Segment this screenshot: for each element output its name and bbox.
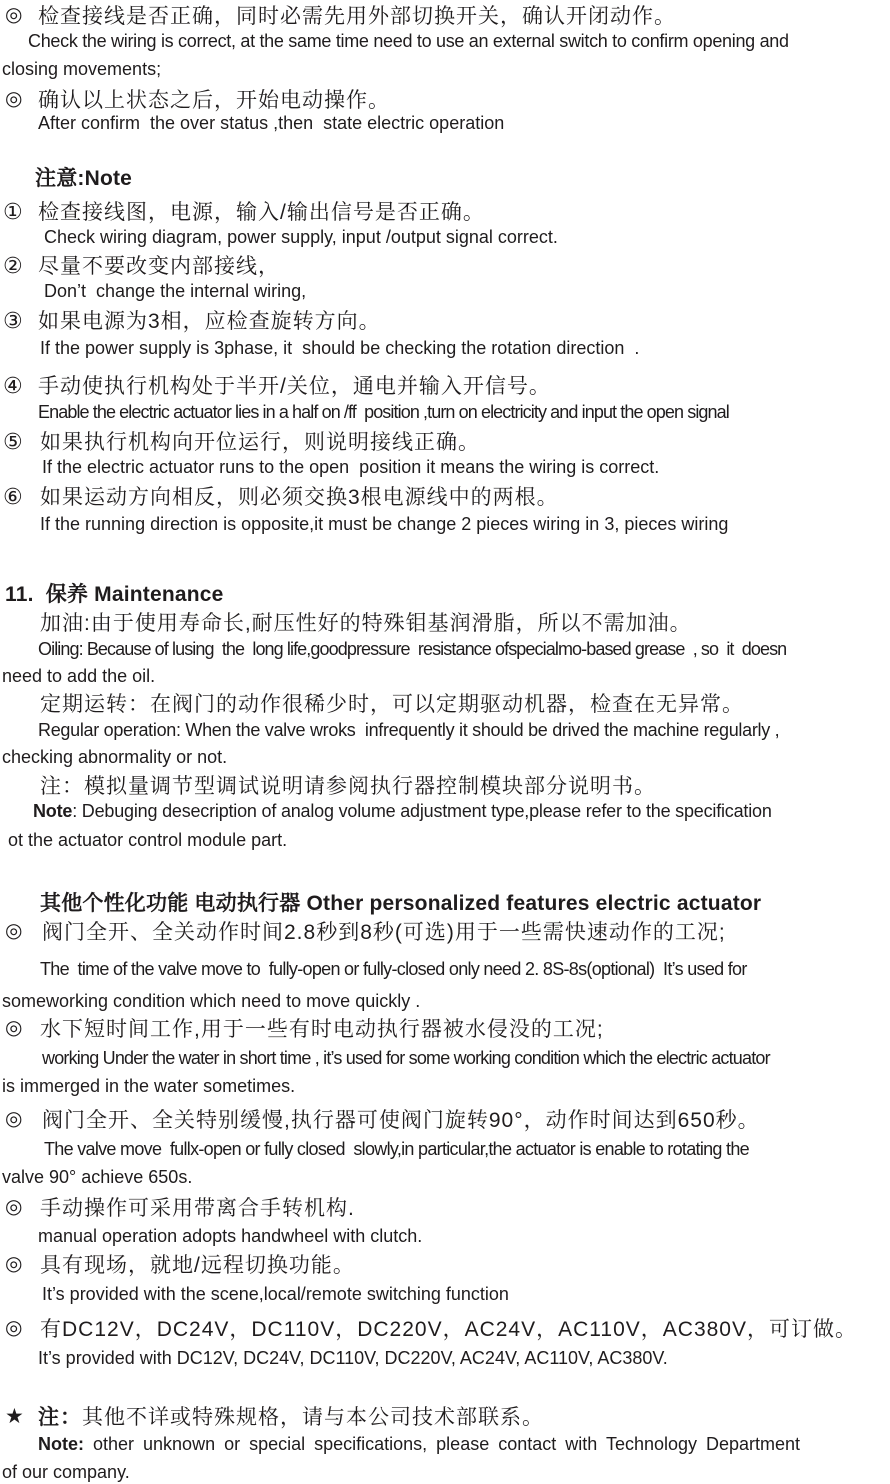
fast-action-en-1: [40, 959, 747, 981]
oiling-en-2: [2, 666, 155, 688]
maintenance-heading: [5, 582, 224, 608]
double-circle-bullet-icon: ◎: [5, 1317, 23, 1339]
voltages-en: [38, 1348, 668, 1370]
text-segment: 注：模拟量调节型调试说明请参阅执行器控制模块部分说明书。: [40, 775, 656, 798]
underwater-zh: [40, 1017, 604, 1043]
text-segment: 检查接线图，电源，输入/输出信号是否正确。: [38, 201, 485, 224]
emphasis-text-segment: 注：: [38, 1406, 82, 1429]
text-segment: Don’t change the internal wiring,: [44, 281, 307, 301]
emphasis-text-segment: 注意:Note: [35, 167, 133, 190]
text-segment: 定期运转：在阀门的动作很稀少时，可以定期驱动机器，检查在无异常。: [40, 693, 744, 716]
double-circle-bullet-icon: ◎: [5, 1108, 23, 1130]
fast-action-en-2: [2, 991, 420, 1013]
circled-number-icon: ⑤: [3, 429, 23, 454]
note-item-6-en: [40, 514, 728, 536]
text-segment: Enable the electric actuator lies in a half on /ff position ,turn on electricity and input the open signal: [38, 402, 729, 422]
text-segment: 如果执行机构向开位运行，则说明接线正确。: [40, 431, 480, 454]
note-item-5-en: [42, 457, 659, 479]
confirm-status-zh: [38, 88, 390, 114]
note-item-4-en: [38, 402, 729, 424]
final-note-en-1: [38, 1434, 800, 1456]
local-remote-en: [42, 1284, 509, 1306]
text-segment: 如果运动方向相反，则必须交换3根电源线中的两根。: [40, 486, 559, 509]
note-item-3-zh: [38, 309, 381, 335]
fast-action-zh: [42, 920, 726, 946]
text-segment: Regular operation: When the valve wroks infrequently it should be drived the machine regularly ,: [38, 720, 780, 740]
circled-number-icon: ①: [3, 199, 23, 224]
text-segment: 尽量不要改变内部接线，: [38, 255, 280, 278]
text-segment: of our company.: [2, 1462, 130, 1482]
double-circle-bullet-icon: ◎: [5, 4, 23, 26]
handwheel-zh: [40, 1196, 355, 1222]
text-segment: Check wiring diagram, power supply, input /output signal correct.: [44, 227, 558, 247]
star-icon: ★: [5, 1405, 24, 1428]
text-segment: It’s provided with DC12V, DC24V, DC110V, DC220V, AC24V, AC110V, AC380V.: [38, 1348, 668, 1368]
text-segment: checking abnormality or not.: [2, 747, 228, 767]
check-wiring-zh: [38, 4, 676, 30]
text-segment: Check the wiring is correct, at the same time need to use an external switch to confirm opening and: [28, 31, 789, 51]
regular-operation-en-1: [38, 720, 779, 742]
text-segment: 有DC12V，DC24V，DC110V，DC220V，AC24V，AC110V，AC380V，可订做。: [40, 1318, 857, 1341]
regular-operation-en-2: [2, 747, 227, 769]
note-item-1-en: [44, 227, 558, 249]
text-segment: The valve move fullx-open or fully closed slowly,in particular,the actuator is enable to rotating the: [44, 1139, 749, 1159]
text-segment: 确认以上状态之后，开始电动操作。: [38, 89, 390, 112]
text-segment: If the power supply is 3phase, it should be checking the rotation direction .: [40, 338, 640, 358]
text-segment: closing movements;: [2, 59, 162, 79]
emphasis-text-segment: Note:: [38, 1434, 84, 1454]
text-segment: 手动使执行机构处于半开/关位，通电并输入开信号。: [38, 375, 551, 398]
text-segment: someworking condition which need to move quickly .: [2, 991, 421, 1011]
analog-note-zh: [40, 774, 656, 800]
double-circle-bullet-icon: ◎: [5, 1196, 23, 1218]
text-segment: 具有现场，就地/远程切换功能。: [40, 1254, 355, 1277]
regular-operation-zh: [40, 692, 744, 718]
analog-note-en-1: [33, 801, 772, 823]
text-segment: is immerged in the water sometimes.: [2, 1076, 296, 1096]
text-segment: need to add the oil.: [2, 666, 156, 686]
note-item-3-en: [40, 338, 639, 360]
note-item-6-zh: [40, 485, 559, 511]
text-segment: Oiling: Because of lusing the long life,goodpressure resistance ofspecialmo-based grease , so it doesn: [38, 639, 787, 659]
final-note-zh: [38, 1405, 544, 1431]
local-remote-zh: [40, 1253, 355, 1279]
double-circle-bullet-icon: ◎: [5, 1253, 23, 1275]
emphasis-text-segment: 11. 保养 Maintenance: [5, 583, 224, 606]
note-item-4-zh: [38, 374, 551, 400]
double-circle-bullet-icon: ◎: [5, 88, 23, 110]
other-features-heading: [40, 891, 761, 917]
underwater-en-1: [42, 1048, 770, 1070]
text-segment: manual operation adopts handwheel with clutch.: [38, 1226, 423, 1246]
oiling-en-1: [38, 639, 786, 661]
slow-action-zh: [42, 1108, 760, 1134]
double-circle-bullet-icon: ◎: [5, 920, 23, 942]
analog-note-en-2: [8, 830, 287, 852]
text-segment: 检查接线是否正确，同时必需先用外部切换开关，确认开闭动作。: [38, 5, 676, 28]
text-segment: 水下短时间工作,用于一些有时电动执行器被水侵没的工况;: [40, 1018, 604, 1041]
text-segment: 其他不详或特殊规格，请与本公司技术部联系。: [82, 1406, 544, 1429]
handwheel-en: [38, 1226, 422, 1248]
oiling-zh: [40, 611, 692, 637]
note-heading: [35, 166, 132, 192]
text-segment: It’s provided with the scene,local/remote switching function: [42, 1284, 509, 1304]
circled-number-icon: ④: [3, 373, 23, 398]
text-segment: other unknown or special specifications, please contact with Technology Department: [84, 1434, 801, 1454]
check-wiring-en-2: [2, 59, 161, 81]
text-segment: 阀门全开、全关动作时间2.8秒到8秒(可选)用于一些需快速动作的工况;: [42, 921, 726, 944]
text-segment: valve 90° achieve 650s.: [2, 1167, 193, 1187]
text-segment: 如果电源为3相，应检查旋转方向。: [38, 310, 381, 333]
text-segment: After confirm the over status ,then state electric operation: [38, 113, 505, 133]
circled-number-icon: ③: [3, 308, 23, 333]
emphasis-text-segment: Note: [33, 801, 73, 821]
emphasis-text-segment: 其他个性化功能 电动执行器 Other personalized features electric actuator: [40, 892, 762, 915]
text-segment: 阀门全开、全关特别缓慢,执行器可使阀门旋转90°，动作时间达到650秒。: [42, 1109, 760, 1132]
note-item-2-zh: [38, 254, 280, 280]
text-segment: 加油:由于使用寿命长,耐压性好的特殊钼基润滑脂，所以不需加油。: [40, 612, 692, 635]
double-circle-bullet-icon: ◎: [5, 1017, 23, 1039]
text-segment: If the running direction is opposite,it must be change 2 pieces wiring in 3, pieces wiring: [40, 514, 729, 534]
text-segment: : Debuging desecription of analog volume adjustment type,please refer to the specification: [72, 801, 772, 821]
voltages-zh: [40, 1317, 857, 1343]
note-item-5-zh: [40, 430, 480, 456]
note-item-2-en: [44, 281, 306, 303]
text-segment: 手动操作可采用带离合手转机构.: [40, 1197, 355, 1220]
text-segment: ot the actuator control module part.: [8, 830, 288, 850]
text-segment: The time of the valve move to fully-open or fully-closed only need 2. 8S-8s(optional) It’s used for: [40, 959, 747, 979]
text-segment: If the electric actuator runs to the open position it means the wiring is correct.: [42, 457, 660, 477]
text-segment: working Under the water in short time , it’s used for some working condition which the electric actuator: [42, 1048, 770, 1068]
circled-number-icon: ⑥: [3, 484, 23, 509]
note-item-1-zh: [38, 200, 485, 226]
final-note-en-2: [2, 1462, 130, 1484]
slow-action-en-2: [2, 1167, 192, 1189]
check-wiring-en-1: [28, 31, 789, 53]
confirm-status-en: [38, 113, 504, 135]
circled-number-icon: ②: [3, 253, 23, 278]
slow-action-en-1: [44, 1139, 749, 1161]
underwater-en-2: [2, 1076, 295, 1098]
